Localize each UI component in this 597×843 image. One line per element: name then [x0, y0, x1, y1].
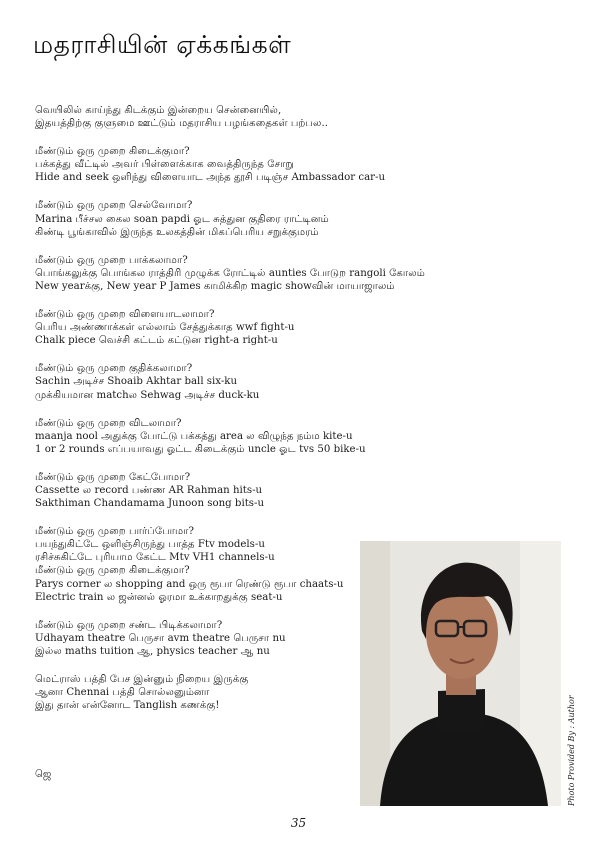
poem-line: maanja nool அதுக்கு போட்டு பக்கத்து area ல விழுந்த நம்ம kite-u: [35, 430, 353, 442]
poem-line: Sakthiman Chandamama Junoon song bits-u: [35, 498, 265, 510]
poem-line: Parys corner ல shopping and ஒரு ரூபா ரெண்டு ரூபா chaats-u: [35, 578, 344, 590]
poem-line: மீண்டும் ஒரு முறை கிடைக்குமா?: [35, 146, 190, 158]
poem-line: மீண்டும் ஒரு முறை பார்ப்போமா?: [35, 526, 194, 538]
page-number: 35: [290, 816, 307, 830]
stanza: [35, 417, 475, 456]
stanza: [35, 104, 475, 130]
poem-line: மீண்டும் ஒரு முறை விளையாடலாமா?: [35, 309, 215, 321]
poem-line: இதயத்திற்கு குளுமை ஊட்டும் மதராசிய பழங்கதைகள் பற்பல..: [35, 118, 328, 130]
poem-line: பயந்துகிட்டே ஒளிஞ்சிருந்து பாத்த Ftv models-u: [35, 539, 265, 551]
poem-line: Chalk piece வெச்சி கட்டம் கட்டுன right-a right-u: [35, 335, 278, 347]
author-signature: ஜெ: [35, 769, 52, 780]
poem-line: கிண்டி பூங்காவில் இருந்த உலகத்தின் மிகப்பெரிய சறுக்குமரம்: [35, 226, 319, 238]
poem-line: மீண்டும் ஒரு முறை செல்வோமா?: [35, 200, 193, 212]
author-photo: [360, 541, 561, 806]
stanza: [35, 254, 475, 293]
poem-line: மெட்ராஸ் பத்தி பேச இன்னும் நிறைய இருக்கு: [35, 674, 249, 685]
poem-line: வெயிலில் காய்ந்து கிடக்கும் இன்றைய சென்னையில்,: [35, 105, 282, 116]
poem-line: Udhayam theatre பெருசா avm theatre பெருசா nu: [35, 632, 286, 644]
stanza: [35, 145, 475, 184]
poem-line: ஆனா Chennai பத்தி சொல்லனும்னா: [35, 687, 210, 699]
poem-line: பக்கத்து வீட்டில் அவர் பிள்ளைக்காக வைத்திருந்த சோறு: [35, 159, 294, 171]
poem-line: Hide and seek ஒளிந்து விளையாட அந்த தூசி படிஞ்ச Ambassador car-u: [35, 172, 386, 184]
poem-line: பொங்கலுக்கு பொங்கல ராத்திரி முழுக்க ரோட்டில் aunties போடுற rangoli கோலம்: [35, 267, 425, 279]
poem-line: Cassette ல record பண்ண AR Rahman hits-u: [35, 484, 263, 496]
poem-line: முக்கியமான matchல Sehwag அடிச்ச duck-ku: [35, 389, 260, 401]
stanza: [35, 471, 475, 510]
poem-line: Electric train ல ஜன்னல் ஓரமா உக்காறதுக்கு seat-u: [35, 591, 283, 603]
poem-line: பெரிய அண்ணாக்கள் எல்லாம் சேத்துக்காத wwf fight-u: [35, 322, 295, 334]
poem-line: 1 or 2 rounds எப்பயாவது ஓட்ட கிடைக்கும் uncle ஓட tvs 50 bike-u: [35, 443, 366, 455]
poem-line: Marina பீச்சல கைல soan papdi ஓட சுத்துன குதிரை ராட்டினம்: [35, 213, 329, 225]
poem-line: மீண்டும் ஒரு முறை கிடைக்குமா?: [35, 565, 190, 577]
poem-line: மீண்டும் ஒரு முறை சண்ட பிடிக்கலாமா?: [35, 619, 223, 631]
poem-line: மீண்டும் ஒரு முறை குதிக்கலாமா?: [35, 363, 193, 375]
page-title: மதராசியின் ஏக்கங்கள்: [33, 30, 292, 59]
stanza: [35, 308, 475, 347]
photo-credit: Photo Provided By : Author: [567, 695, 576, 806]
stanza: [35, 199, 475, 238]
stanza: [35, 362, 475, 401]
poem-line: மீண்டும் ஒரு முறை கேட்போமா?: [35, 471, 191, 483]
poem-line: மீண்டும் ஒரு முறை விடலாமா?: [35, 417, 182, 429]
poem-line: ரசிச்சுகிட்டே புரியாம கேட்ட Mtv VH1 channels-u: [35, 552, 275, 564]
poem-line: Sachin அடிச்ச Shoaib Akhtar ball six-ku: [35, 376, 238, 388]
poem-line: இல்ல maths tuition ஆ, physics teacher ஆ nu: [35, 645, 270, 657]
author-portrait-illustration: [360, 541, 561, 806]
poem-line: New yearக்கு, New year P James காமிக்கிற magic showவின் மாயாஜாலம்: [35, 280, 395, 292]
poem-line: மீண்டும் ஒரு முறை பாக்கலாமா?: [35, 254, 188, 266]
poem-line: இது தான் என்னோட Tanglish கணக்கு!: [35, 700, 220, 712]
